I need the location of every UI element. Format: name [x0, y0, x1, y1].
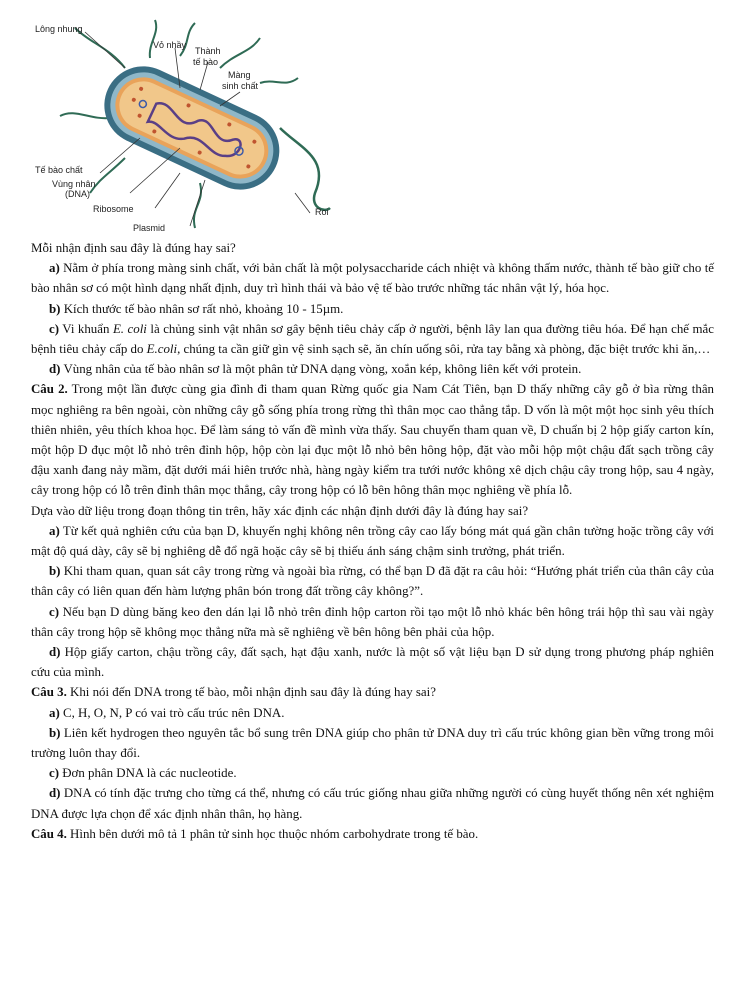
q2-d: d) Hộp giấy carton, chậu trồng cây, đất sạch, hạt đậu xanh, nước là một số vật liệu bạn D sử dụng trong phương pháp nghiên cứu của mình. — [31, 645, 714, 680]
q3-d: d) DNA có tính đặc trưng cho từng cá thể, nhưng có cấu trúc giống nhau giữa những người có cùng huyết thống nên xét nghiệm DNA được lựa chọn để xác định nhân thân, họ hàng. — [31, 786, 714, 821]
label-thanh-2: tế bào — [193, 57, 219, 67]
q1-d: d) Vùng nhân của tế bào nhân sơ là một phân tử DNA dạng vòng, xoắn kép, không liên kết với protein. — [49, 362, 582, 377]
bacteria-diagram — [30, 8, 350, 240]
label-mang-2: sinh chất — [222, 81, 259, 91]
label-ribosome: Ribosome — [93, 204, 134, 214]
q1-c: c) Vi khuẩn E. coli là chủng sinh vật nhân sơ gây bệnh tiêu chảy cấp ở người, bệnh lây lan qua đường tiêu hóa. Để hạn chế mắc bệnh tiêu chảy cấp do E.coli, chúng ta cần giữ gìn vệ sinh sạch sẽ, ăn chín uống sôi, rửa tay bằng xà phòng, đặc biệt trước khi ăn,… — [31, 321, 714, 357]
label-thanh-1: Thành — [195, 46, 221, 56]
label-vung-nhan-1: Vùng nhân — [52, 179, 96, 189]
label-plasmid: Plasmid — [133, 223, 166, 233]
label-vo-nhay: Vỏ nhầy — [153, 40, 187, 50]
q2-c: c) Nếu bạn D dùng băng keo đen dán lại lỗ nhỏ trên đỉnh hộp carton rồi tạo một lỗ nhỏ khác bên hông trái hộp thì sau vài ngày thân cây trong hộp sẽ không mọc thẳng nữa mà sẽ nghiêng về bên hông bên phải của hộp. — [31, 604, 714, 639]
q3-b: b) Liên kết hydrogen theo nguyên tắc bổ sung trên DNA giúp cho phân tử DNA duy trì cấu trúc không gian bền vững trong môi trường luôn thay đổi. — [31, 725, 714, 761]
document-body — [31, 238, 714, 844]
q3-a: a) C, H, O, N, P có vai trò cấu trúc nên DNA. — [49, 705, 285, 720]
label-vung-nhan-2: (DNA) — [65, 189, 90, 199]
q3-stem: Câu 3. Khi nói đến DNA trong tế bào, mỗi nhận định sau đây là đúng hay sai? — [31, 685, 436, 700]
q2-a: a) Từ kết quả nghiên cứu của bạn D, khuyến nghị không nên trồng cây cao lấy bóng mát quá gần chân tường hoặc trồng cây với mật độ quá dày, cây sẽ bị nghiêng dễ đổ ngã hoặc cây sẽ bị thiếu ánh sáng chậm sinh trưởng, phát triển. — [31, 523, 714, 559]
q3-c: c) Đơn phân DNA là các nucleotide. — [49, 766, 237, 781]
q4-stem: Câu 4. Hình bên dưới mô tả 1 phân tử sinh học thuộc nhóm carbohydrate trong tế bào. — [31, 826, 479, 841]
intro: Mỗi nhận định sau đây là đúng hay sai? — [31, 241, 236, 255]
q1-b: b) Kích thước tế bào nhân sơ rất nhỏ, khoảng 10 - 15µm. — [49, 301, 344, 316]
label-roi: Roi — [315, 207, 329, 217]
q2-prompt: Dựa vào dữ liệu trong đoạn thông tin trên, hãy xác định các nhận định dưới đây là đúng hay sai? — [31, 503, 529, 518]
prokaryotic-cell-illustration — [30, 8, 350, 240]
label-mang-1: Màng — [228, 70, 251, 80]
label-long-nhung: Lông nhung — [35, 24, 83, 34]
q2-b: b) Khi tham quan, quan sát cây trong rừng và ngoài bìa rừng, có thể bạn D đã đặt ra câu hỏi: “Hướng phát triển của thân cây của thân cây có liên quan đến hàm lượng phân bón trong đất trồng cây không?”. — [31, 564, 714, 599]
q1-a: a) Nằm ở phía trong màng sinh chất, với bản chất là một polysaccharide cách nhiệt và không thấm nước, thành tế bào giữ cho tế bào nhân sơ có một hình dạng nhất định, duy trì hình thái và bảo vệ tế bào trước những tác nhân vật lý, hóa học. — [31, 261, 714, 296]
q2-stem: Câu 2. Trong một lần được cùng gia đình đi tham quan Rừng quốc gia Nam Cát Tiên, bạn D thấy những cây gỗ ở bìa rừng thân mọc nghiêng ra bên ngoài, còn những cây gỗ sống phía trong rừng thì thân mọc cao thẳng tắp. D vốn là một một học sinh yêu thích thiên nhiên, yêu thích khoa học. Để làm sáng tỏ vấn đề mình vừa thấy. Sau chuyến tham quan về, D chuẩn bị 2 hộp giấy carton kín, một hộp D đục một lỗ nhỏ trên đỉnh hộp, hộp còn lại đục một lỗ nhỏ bên hông hộp, đặt vào mỗi hộp một chậu đất sạch trồng cây đậu xanh đang nảy mầm, đặt dưới mái hiên trước nhà, hàng ngày kiểm tra tưới nước không xê dịch chậu cây trong hộp, sau 4 ngày, cây trong hộp có lỗ trên đỉnh thân mọc thẳng, cây trong hộp có lỗ bên hông thân mọc nghiêng về phía lỗ. — [31, 382, 714, 498]
label-te-bao-chat: Tế bào chất — [35, 165, 83, 175]
